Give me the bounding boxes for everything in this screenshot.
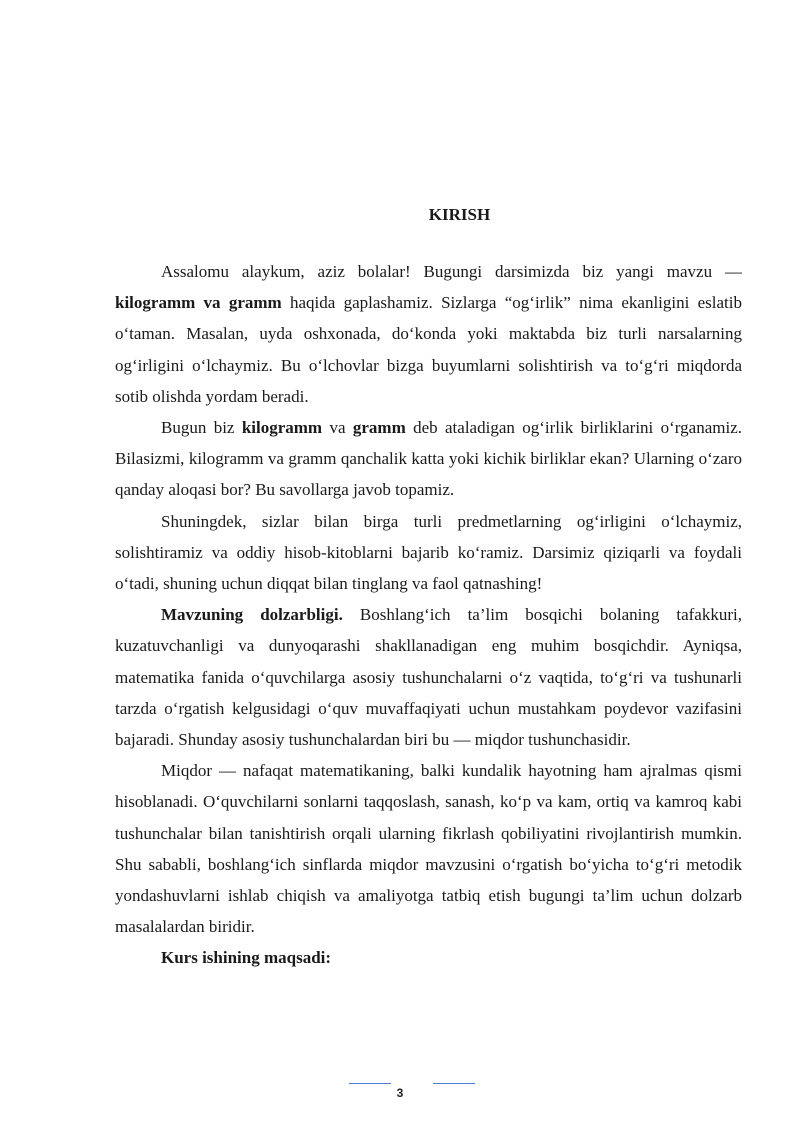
- text-run: va: [322, 418, 353, 438]
- paragraph-relevance: [115, 599, 742, 755]
- bold-term: kilogramm: [241, 418, 323, 438]
- text-run: Assalomu alaykum, aziz bolalar! Bugungi darsimizda biz yangi mavzu —: [161, 262, 742, 281]
- text-run: Boshlang‘ich ta’lim bosqichi bolaning tafakkuri, kuzatuvchanligi va dunyoqarashi shakllanadigan eng muhim bosqichdir. Ayniqsa, matematika fanida o‘quvchilarga asosiy tushunchalarni o‘z vaqtida, to‘g‘ri va tushunarli tarzda o‘rgatish kelgusidagi o‘quv muvaffaqiyati uchun mustahkam poydevor vazifasini bajaradi. Shunday asosiy tushunchalardan biri bu — miqdor tushunchasidir.: [115, 605, 742, 750]
- bold-term: Mavzuning dolzarbligi.: [161, 605, 343, 625]
- page-footer: [0, 1080, 800, 1110]
- text-run: Shuningdek, sizlar bilan birga turli predmetlarning og‘irligini o‘lchaymiz, solishtiramiz va oddiy hisob-kitoblarni bajarib ko‘ramiz. Darsimiz qiziqarli va foydali o‘tadi, shuning uchun diqqat bilan tinglang va faol qatnashing!: [115, 511, 742, 594]
- bold-term: Kurs ishining maqsadi:: [161, 948, 332, 968]
- text-run: Miqdor — nafaqat matematikaning, balki kundalik hayotning ham ajralmas qismi hisoblanadi. O‘quvchilarni sonlarni taqqoslash, sanash, ko‘p va kam, ortiq va kamroq kabi tushunchalar bilan tanishtirish orqali ularning fikrlash qobiliyatini rivojlantirish mumkin. Shu sababli, boshlang‘ich sinflarda miqdor mavzusini o‘rgatish bo‘yicha to‘g‘ri metodik yondashuvlarni ishlab chiqish va amaliyotga tatbiq etish bugungi ta’lim uchun dolzarb masalalardan biridir.: [115, 761, 742, 937]
- footer-rule-left: [349, 1083, 391, 1084]
- paragraph-units: [115, 412, 742, 506]
- page-number: 3: [396, 1086, 404, 1100]
- paragraph-greeting: [115, 256, 742, 412]
- section-heading: [115, 205, 742, 225]
- paragraph-practice: [115, 506, 742, 600]
- paragraph-quantity: [115, 755, 742, 942]
- text-run: haqida gaplashamiz. Sizlarga “og‘irlik” nima ekanligini eslatib o‘taman. Masalan, uyda oshxonada, do‘konda yoki maktabda biz turli narsalarning og‘irligini o‘lchaymiz. Bu o‘lchovlar bizga buyumlarni solishtirish va to‘g‘ri miqdorda sotib olishda yordam beradi.: [115, 293, 743, 406]
- body-text: [115, 256, 742, 974]
- bold-term: kilogramm va gramm: [115, 293, 282, 313]
- text-run: Bugun biz: [161, 418, 242, 438]
- bold-term: gramm: [352, 418, 406, 438]
- text-run: deb ataladigan og‘irlik birliklarini o‘rganamiz. Bilasizmi, kilogramm va gramm qanchalik katta yoki kichik birliklar ekan? Ularning o‘zaro qanday aloqasi bor? Bu savollarga javob topamiz.: [115, 418, 742, 500]
- paragraph-goal: [115, 942, 742, 973]
- footer-rule-right: [433, 1083, 475, 1084]
- section-heading-text: KIRISH: [428, 205, 491, 224]
